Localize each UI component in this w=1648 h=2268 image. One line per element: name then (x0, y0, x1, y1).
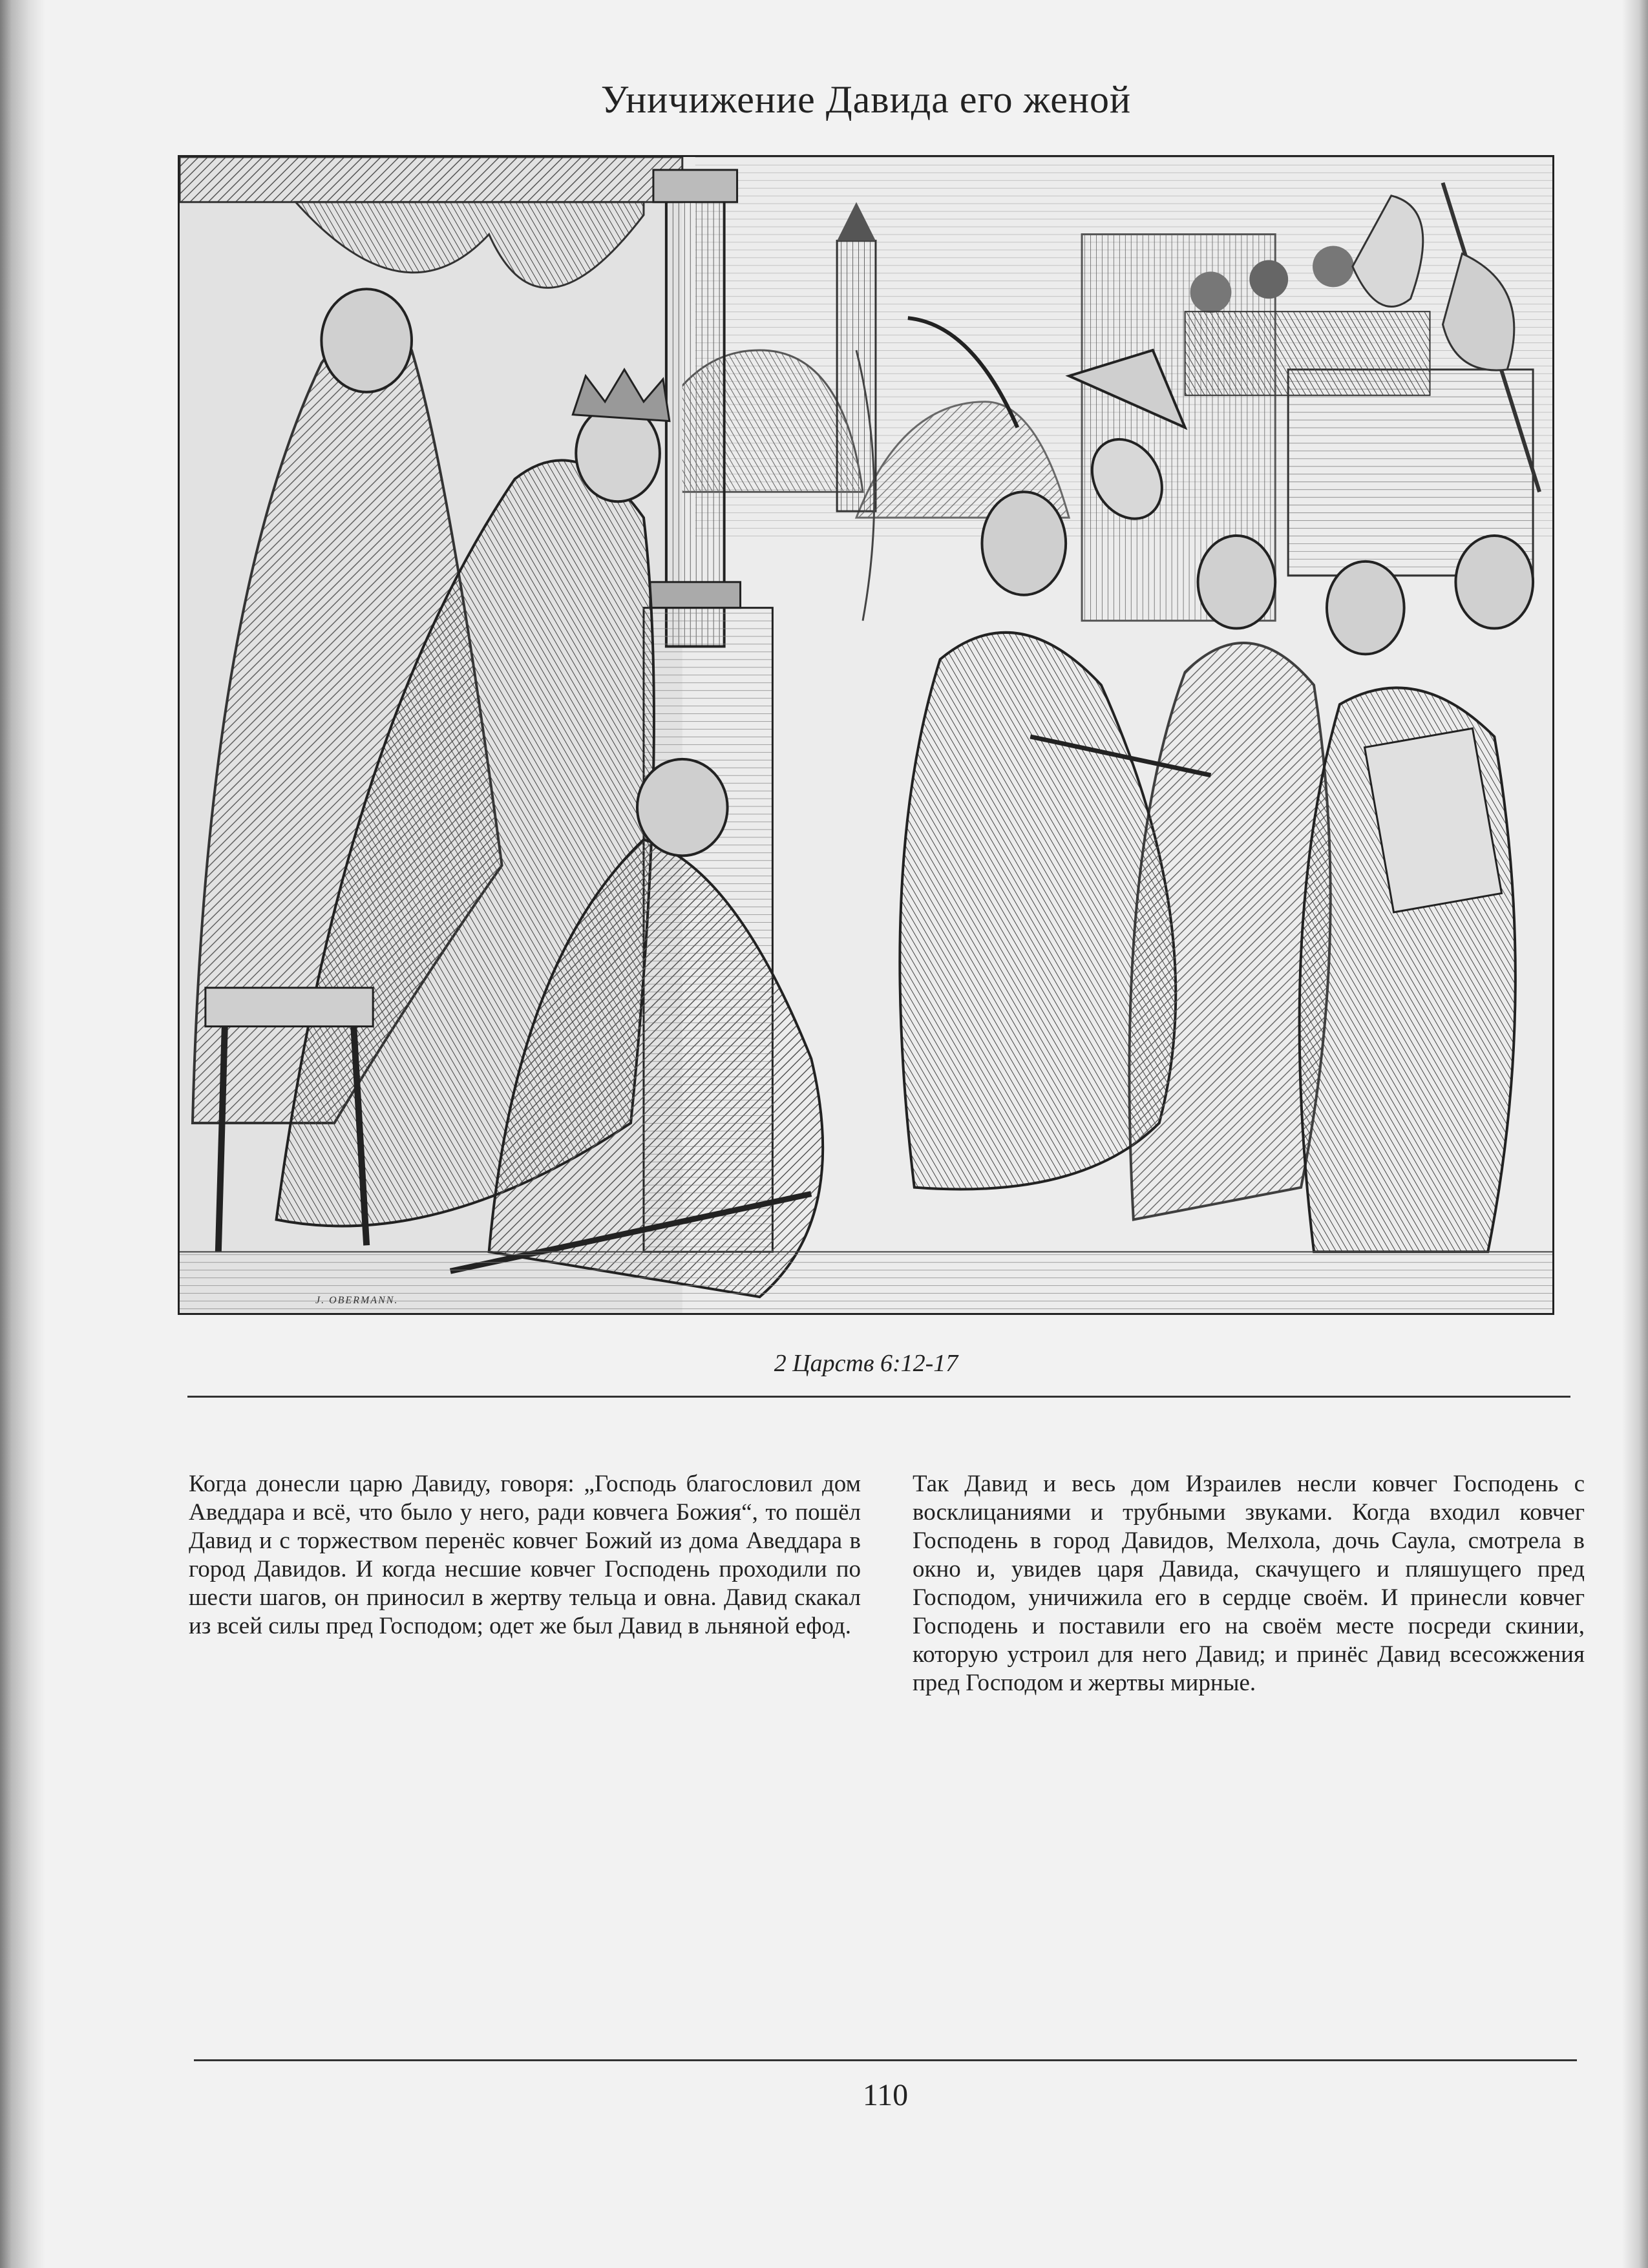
bottom-divider (194, 2059, 1577, 2061)
engraving-illustration (178, 155, 1554, 1315)
engraving-drawing (180, 157, 1552, 1313)
page-title: Уничижение Давида его женой (600, 78, 1132, 121)
page-number: 110 (862, 2078, 909, 2112)
text-column-right: Так Давид и весь дом Израилев несли ковчег Господень с восклицаниями и трубными звуками. Когда входил ковчег Господень в город Давидов, Мелхола, дочь Саула, смотрела в окно и, увидев царя Давида, скачущего и пляшущего пред Господом, уничижила его в сердце своём. И принесли ковчег Господень и поставили его на своём месте посреди скинии, которую устроил для него Давид; и принёс Давид всесожжения пред Господом и жертвы мирные. (913, 1471, 1585, 1696)
engraver-signature: J. OBERMANN. (315, 1295, 399, 1306)
scripture-reference: 2 Царств 6:12-17 (774, 1350, 958, 1377)
top-divider (187, 1396, 1570, 1398)
text-column-left: Когда донесли царю Давиду, говоря: „Господь благословил дом Аведдара и всё, что было у него, ради ковчега Божия“, то пошёл Давид и с торжеством перенёс ковчег Божий из дома Аведдара в город Давидов. И когда несшие ковчег Господень проходили по шести шагов, он приносил в жертву тельца и овна. Давид скакал из всей силы пред Господом; одет же был Давид в льняной ефод. (189, 1471, 861, 1639)
scan-shadow-right (1622, 0, 1648, 2268)
scan-shadow-left (0, 0, 45, 2268)
